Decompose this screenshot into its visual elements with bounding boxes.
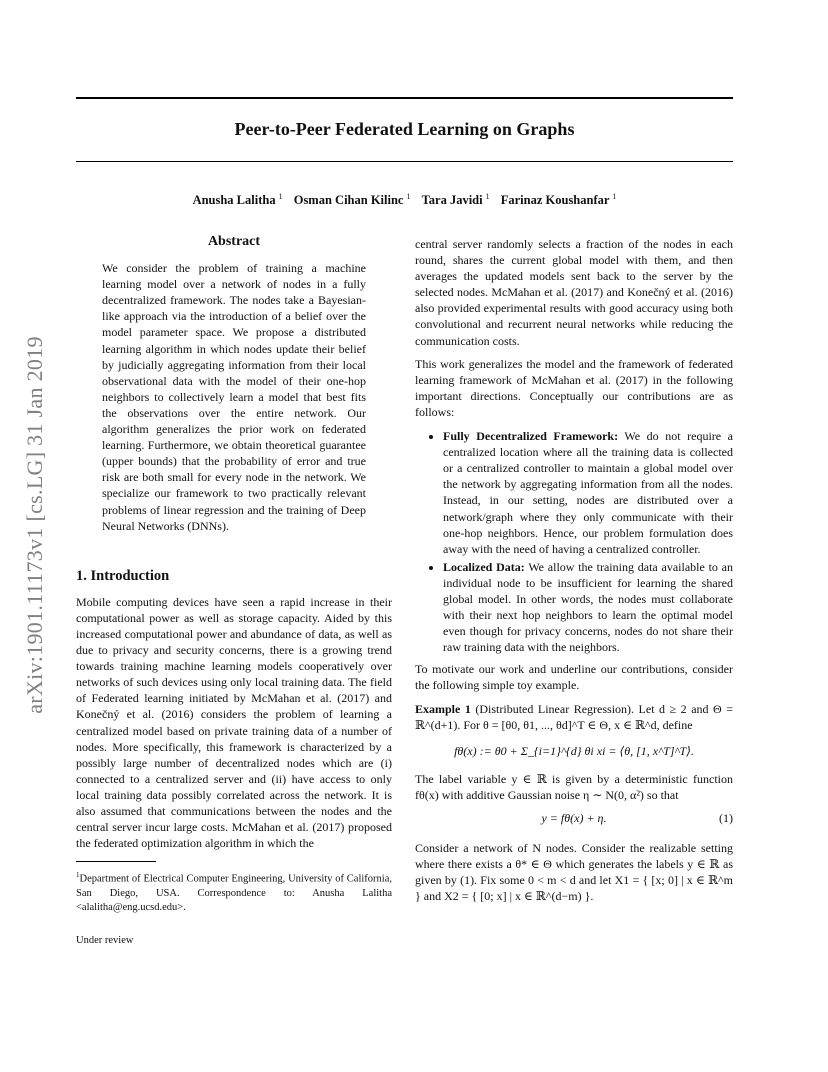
intro-paragraph: Mobile computing devices have seen a rapid increase in their computational power as well as storage capacity. Aided by this increased computational power and abundance of data, as well as due to privacy and security concerns, there is a growing trend towards training machine learning models cooperatively over networks of such devices using only local training data. The field of Federated learning initiated by McMahan et al. (2017) and Konečný et al. (2016) considers the problem of learning a centralized model based on private training data of a number of nodes. More specifically, this framework is characterized by a possibly large number of decentralized nodes which are (i) connected to a centralized server and (ii) have access to only local training data possibly correlated across the network. It is also assumed that communications between the nodes and the central server incur large costs. McMahan et al. (2017) proposed the federated optimization algorithm in which the bbox=[76, 594, 392, 851]
author: Anusha Lalitha $^1$ bbox=[192, 192, 283, 208]
paper-title: Peer-to-Peer Federated Learning on Graphs bbox=[234, 119, 575, 139]
equation-body: y = fθ(x) + η. bbox=[541, 811, 607, 825]
right-column bbox=[415, 236, 733, 911]
arxiv-sidebar bbox=[10, 290, 60, 760]
author: Farinaz Koushanfar $^1$ bbox=[500, 192, 617, 208]
paragraph: central server randomly selects a fraction of the nodes in each round, shares the current global model with them, and then averages the updated models sent back to the server by the selected nodes. McMahan et al. (2017) and Konečný et al. (2016) also provided experimental results with good accuracy using both convolutional and recurrent neural networks while reducing the communication costs. bbox=[415, 237, 733, 348]
abstract-text: We consider the problem of training a machine learning model over a network of nodes in a fully decentralized framework. The nodes take a Bayesian-like approach via the introduction of a belief over the model parameter space. We propose a distributed learning algorithm in which nodes update their belief by judicially aggregating information from their local observational data with the model of their one-hop neighbors to collectively learn a model that best fits the observations over the entire network. Our algorithm generalizes the prior work on federated learning. Furthermore, we obtain theoretical guarantee (upper bounds) that the probability of error and true risk are both small for every node in the network. We specialize our framework to two practically relevant problems of linear regression and the training of Deep Neural Networks (DNNs). bbox=[102, 261, 366, 533]
under-review-note: Under review bbox=[76, 934, 134, 946]
footnote-text: Department of Electrical Computer Engineering, University of California, San Diego, USA. Correspondence to: Anusha Lalitha <alalitha@eng.ucsd.edu>. bbox=[76, 873, 392, 913]
example-paragraph bbox=[415, 701, 733, 733]
example-text: (Distributed Linear Regression). Let d ≥ 2 and Θ = ℝ^(d+1). For θ = [θ0, θ1, ..., θd]^T ∈ Θ, x ∈ ℝ^d, define bbox=[415, 701, 733, 732]
title-rule bbox=[76, 161, 733, 162]
equation-number: (1) bbox=[719, 811, 733, 825]
footnote-mark: 1 bbox=[76, 871, 80, 880]
abstract-heading: Abstract bbox=[207, 234, 261, 249]
left-column bbox=[76, 234, 392, 949]
equation-1 bbox=[415, 810, 733, 826]
equation-definition: fθ(x) := θ0 + Σ_{i=1}^{d} θi xi = ⟨θ, [1, x^T]^T⟩. bbox=[454, 743, 694, 758]
footnote bbox=[76, 868, 392, 915]
contribution-list bbox=[415, 428, 733, 655]
section-heading-introduction: 1. Introduction bbox=[76, 567, 170, 584]
author: Tara Javidi $^1$ bbox=[421, 192, 490, 208]
list-item: • Fully Decentralized Framework: We do not require a centralized location where all the training data is collected or a centralized controller to maintain a global model over the network by aggregating information from all the nodes. Instead, in our setting, nodes are distributed over a network/graph where they only communicate with their one-hop neighbors. Hence, our problem formulation does away with the need of having a centralized controller. bbox=[443, 428, 733, 557]
paragraph: The label variable y ∈ ℝ is given by a deterministic function fθ(x) with additive Gaussian noise η ∼ N(0, α²) so that bbox=[415, 771, 733, 802]
paragraph: To motivate our work and underline our contributions, consider the following simple toy example. bbox=[415, 662, 733, 693]
paragraph: Consider a network of N nodes. Consider the realizable setting where there exists a θ* ∈ Θ which generates the labels y ∈ ℝ as given by (1). Fix some 0 < m < d and let X1 = { [x; 0] | x ∈ ℝ^m } and X2 = { [0; x] | x ∈ ℝ^(d−m) }. bbox=[415, 841, 733, 904]
top-rule bbox=[76, 97, 733, 99]
example-heading: Example 1 bbox=[415, 701, 471, 716]
author-list bbox=[76, 192, 733, 208]
author: Osman Cihan Kilinc $^1$ bbox=[293, 192, 411, 208]
paragraph: This work generalizes the model and the framework of federated learning framework of McMahan et al. (2017) in the following important directions. Conceptually our contributions are as follows: bbox=[415, 356, 733, 419]
footnote-rule bbox=[76, 861, 156, 862]
list-item: • Localized Data: We allow the training data available to an individual node to be insufficient for learning the shared global model. In other words, the nodes must collaborate with their next hop neighbors to learn the optimal model even though for privacy concerns, nodes do not share their raw training data with the neighbors. bbox=[443, 559, 733, 656]
arxiv-identifier: arXiv:1901.11173v1 [cs.LG] 31 Jan 2019 bbox=[22, 336, 47, 714]
